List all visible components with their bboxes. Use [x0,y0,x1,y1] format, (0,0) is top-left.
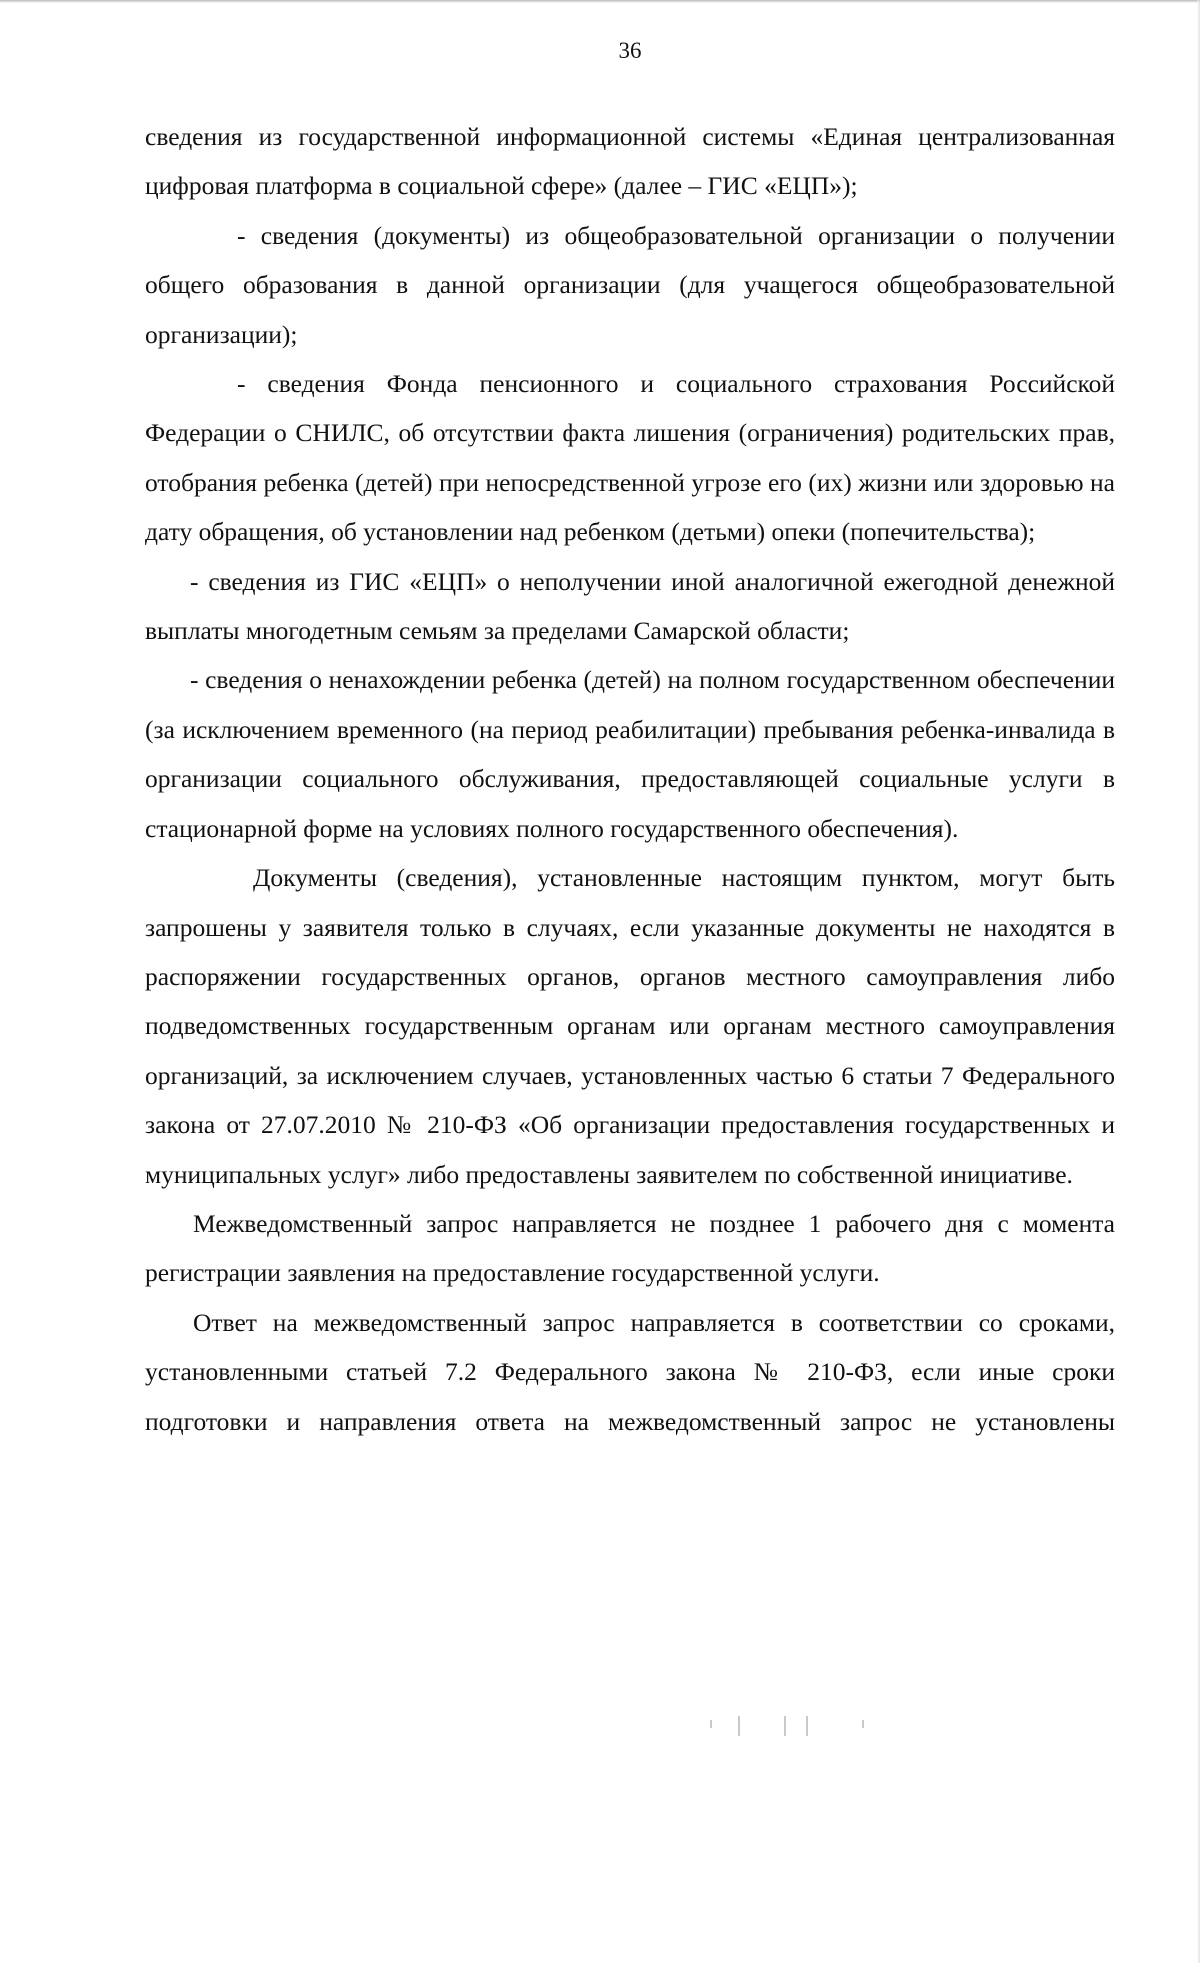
scan-mark [710,1720,712,1728]
paragraph-state-care: - сведения о ненахождении ребенка (детей) на полном государственном обеспечении (за исключением временного (на период реабилитации) пребывания ребенка-инвалида в организации социального обслуживания, предоставляющей социальные услуги в стационарной форме на условиях полного государственного обеспечения). [145,665,1115,843]
scan-artifact-marks [710,1716,870,1738]
scan-edge-top [0,0,1200,3]
page-number: 36 [618,38,642,63]
scan-mark [806,1716,808,1736]
scan-mark [738,1716,740,1736]
paragraph-gis-ecp-source: сведения из государственной информационной системы «Единая централизованная цифровая платформа в социальной сфере» (далее – ГИС «ЕЦП»); [145,122,1115,201]
paragraph-no-other-payment: - сведения из ГИС «ЕЦП» о неполучении иной аналогичной ежегодной денежной выплаты многодетным семьям за пределами Самарской области; [145,566,1115,646]
paragraph-school-documents: - сведения (документы) из общеобразовательной организации о получении общего образования в данной организации (для учащегося общеобразовательной организации); [145,220,1115,349]
document-body [145,112,1115,1446]
paragraph-response-deadline: Ответ на межведомственный запрос направляется в соответствии со сроками, установленными статьей 7.2 Федерального закона № 210-ФЗ, если иные сроки подготовки и направления ответа на межведомственный запрос не установлены [145,1307,1115,1436]
paragraph-documents-request: Документы (сведения), установленные настоящим пунктом, могут быть запрошены у заявителя только в случаях, если указанные документы не находятся в распоряжении государственных органов, органов местного самоуправления либо подведомственных государственным органам или органам местного самоуправления организаций, за исключением случаев, установленных частью 6 статьи 7 Федерального закона от 27.07.2010 № 210-ФЗ «Об организации предоставления государственных и муниципальных услуг» либо предоставлены заявителем по собственной инициативе. [145,863,1115,1189]
paragraph-pension-fund-info: - сведения Фонда пенсионного и социального страхования Российской Федерации о СНИЛС, об отсутствии факта лишения (ограничения) родительских прав, отобрания ребенка (детей) при непосредственной угрозе его (их) жизни или здоровью на дату обращения, об установлении над ребенком (детьми) опеки (попечительства); [145,369,1115,547]
scan-mark [862,1720,864,1728]
paragraph-interagency-request-deadline: Межведомственный запрос направляется не позднее 1 рабочего дня с момента регистрации заявления на предоставление государственной услуги. [145,1208,1115,1288]
scan-mark [784,1716,786,1736]
